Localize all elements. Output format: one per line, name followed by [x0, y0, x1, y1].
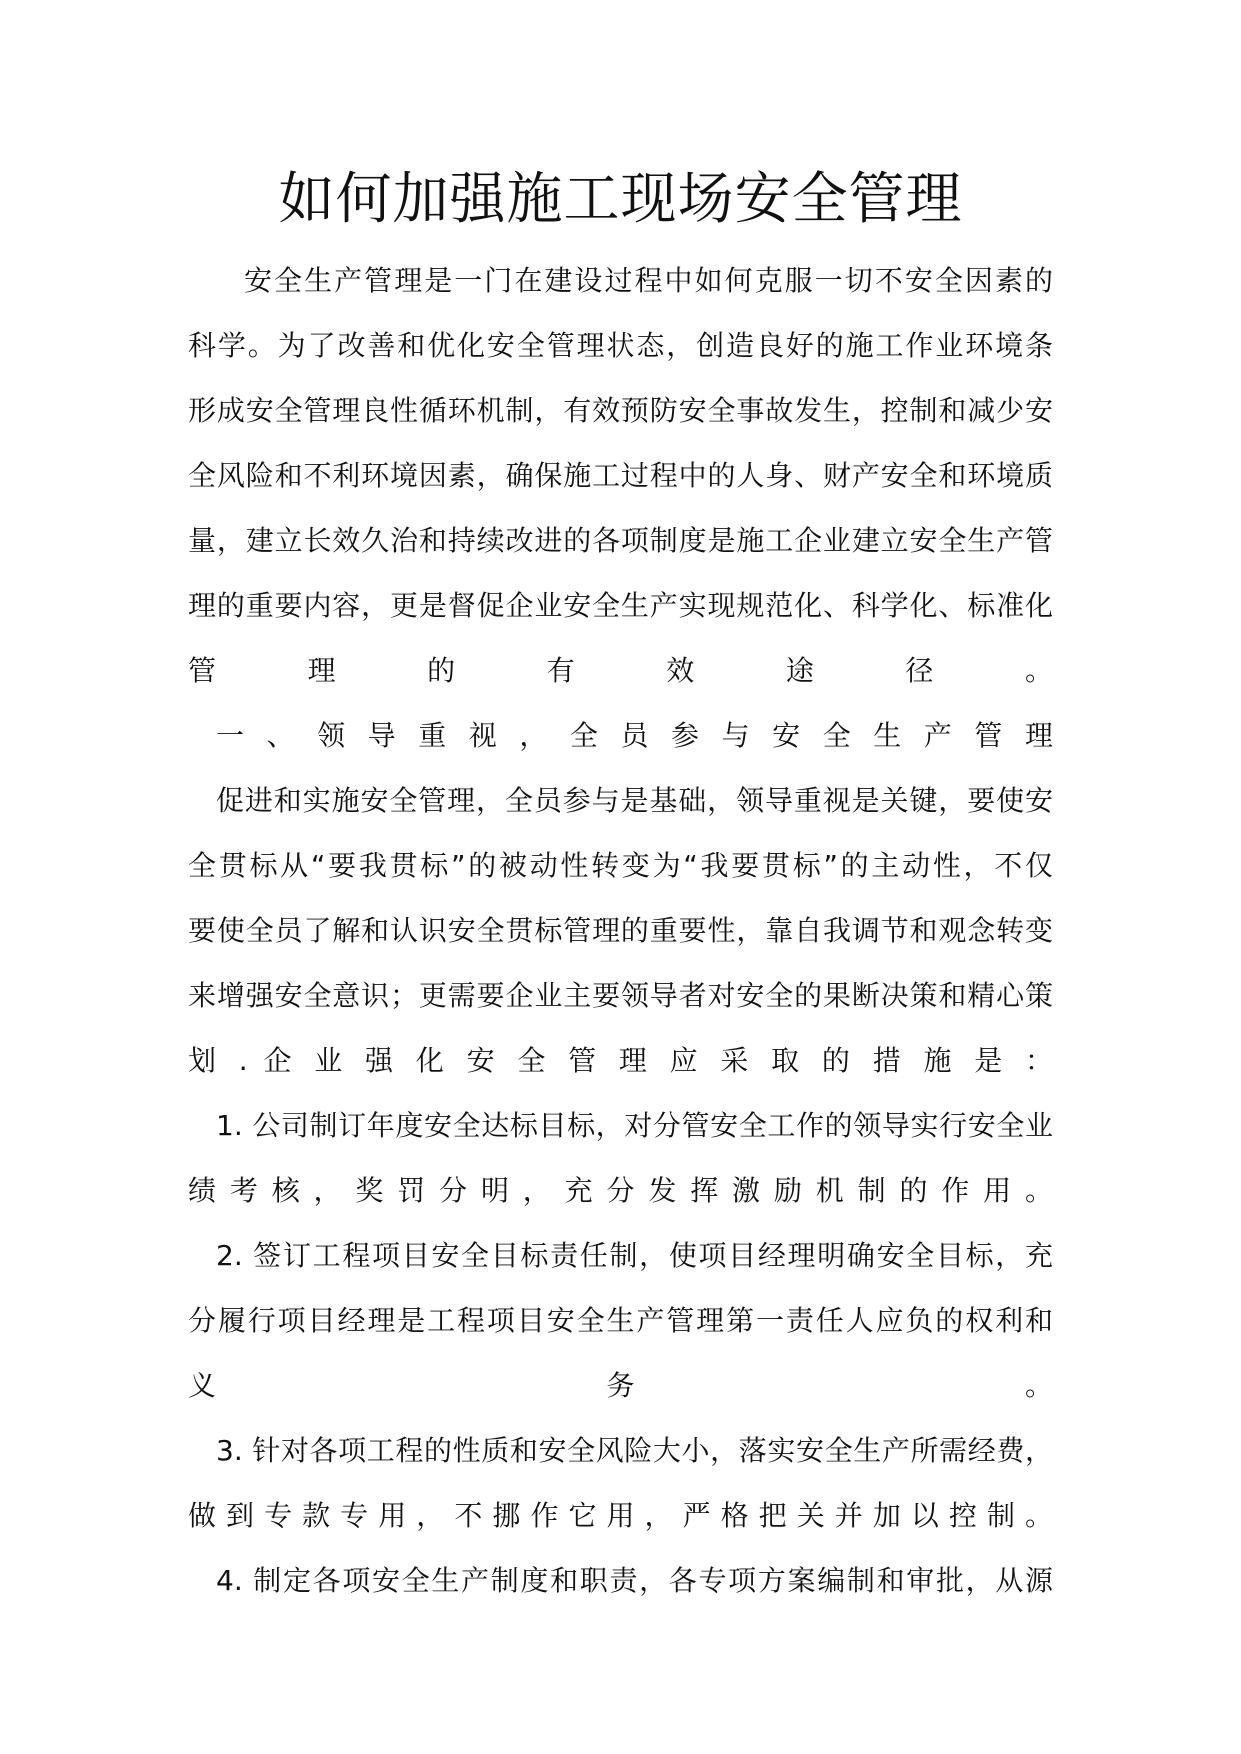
- list-item-continuation: 分履行项目经理是工程项目安全生产管理第一责任人应负的权利和: [188, 1304, 1053, 1337]
- document-body: [188, 248, 1053, 1613]
- paragraph-line: 科学。为了改善和优化安全管理状态，创造良好的施工作业环境条: [188, 329, 1053, 362]
- paragraph-line: 促进和实施安全管理，全员参与是基础，领导重视是关键，要使安: [216, 784, 1053, 817]
- list-item-continuation: 义 务 。: [188, 1369, 1053, 1402]
- paragraph-line: 全风险和不利环境因素，确保施工过程中的人身、财产安全和环境质: [188, 459, 1053, 492]
- paragraph-line: 划 . 企 业 强 化 安 全 管 理 应 采 取 的 措 施 是 ：: [188, 1044, 1053, 1077]
- list-item: 4. 制定各项安全生产制度和职责，各专项方案编制和审批，从源: [216, 1564, 1053, 1597]
- paragraph-line: 形成安全管理良性循环机制，有效预防安全事故发生，控制和减少安: [188, 394, 1053, 427]
- paragraph-line: 量，建立长效久治和持续改进的各项制度是施工企业建立安全生产管: [188, 524, 1053, 557]
- paragraph-line: 要使全员了解和认识安全贯标管理的重要性，靠自我调节和观念转变: [188, 914, 1053, 947]
- section-heading: 一 、 领 导 重 视 ， 全 员 参 与 安 全 生 产 管 理: [216, 719, 1053, 752]
- list-item-continuation: 做 到 专 款 专 用 ， 不 挪 作 它 用 ， 严 格 把 关 并 加 以 控 制 。: [188, 1499, 1053, 1532]
- paragraph-line: 全贯标从“要我贯标”的被动性转变为“我要贯标”的主动性，不仅: [188, 849, 1053, 882]
- paragraph-line: 管 理 的 有 效 途 径 。: [188, 654, 1053, 687]
- list-item: 3. 针对各项工程的性质和安全风险大小，落实安全生产所需经费，: [216, 1434, 1053, 1467]
- document-title: 如何加强施工现场安全管理: [278, 167, 963, 232]
- list-item-continuation: 绩 考 核 ， 奖 罚 分 明 ， 充 分 发 挥 激 励 机 制 的 作 用 。: [188, 1174, 1053, 1207]
- paragraph-line: 安全生产管理是一门在建设过程中如何克服一切不安全因素的: [244, 264, 1053, 297]
- paragraph-line: 理的重要内容，更是督促企业安全生产实现规范化、科学化、标准化: [188, 589, 1053, 622]
- list-item: 1. 公司制订年度安全达标目标，对分管安全工作的领导实行安全业: [216, 1109, 1053, 1142]
- paragraph-line: 来增强安全意识；更需要企业主要领导者对安全的果断决策和精心策: [188, 979, 1053, 1012]
- list-item: 2. 签订工程项目安全目标责任制，使项目经理明确安全目标，充: [216, 1239, 1053, 1272]
